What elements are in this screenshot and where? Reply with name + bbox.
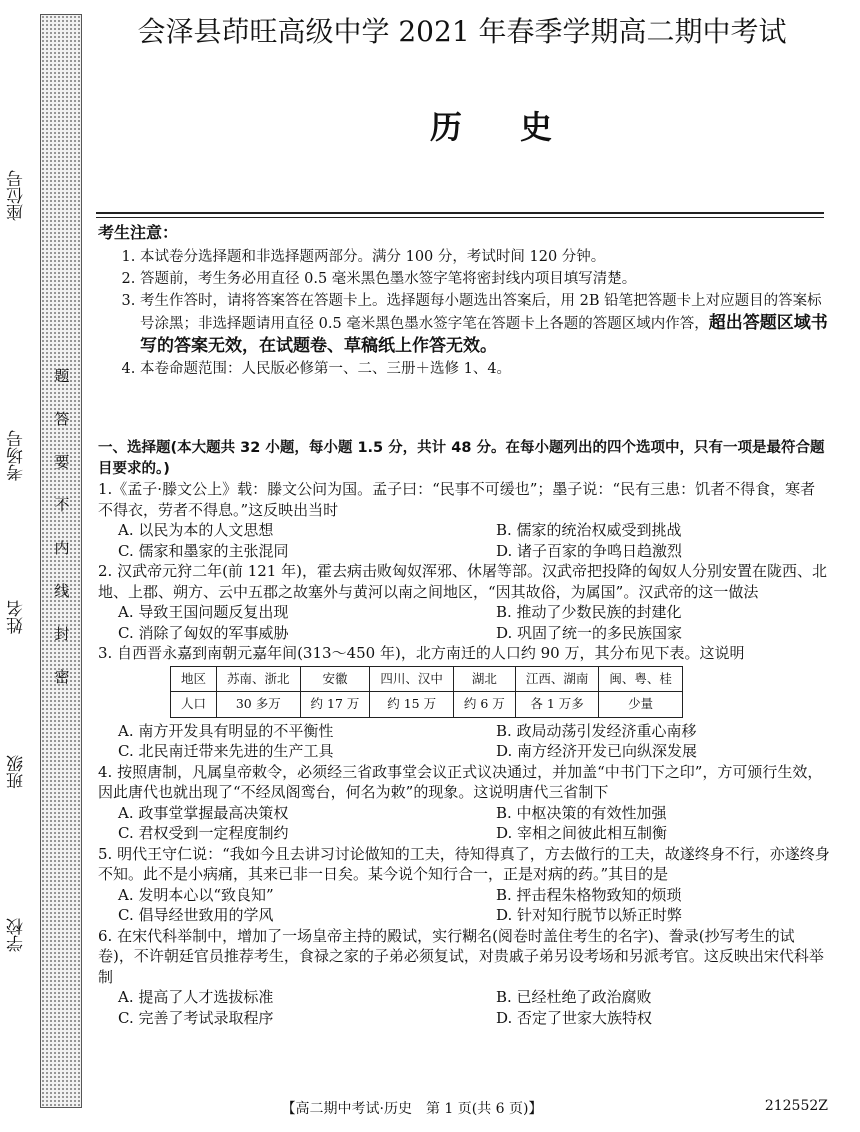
- seat-number-label: 座位号: [7, 170, 27, 221]
- question-stem: 5. 明代王守仁说：“我如今且去讲习讨论做知的工夫，待知得真了，方去做行的工夫，故遂终身不行，亦遂终身不知。此不是小病痛，其来已非一日矣。某今说个知行合一，正是对病的药。”其目的是: [98, 844, 830, 883]
- question-1: [98, 479, 830, 561]
- table-cell: 约 6 万: [453, 692, 515, 718]
- section-heading: 一、选择题(本大题共 32 小题，每小题 1.5 分，共计 48 分。在每小题列出的四个选项中，只有一项是最符合题目要求的。): [98, 440, 825, 477]
- option-a[interactable]: A. 提高了人才选拔标准: [118, 988, 274, 1006]
- question-2: [98, 561, 830, 643]
- option-b[interactable]: B. 中枢决策的有效性加强: [496, 803, 667, 822]
- table-cell: 苏南、浙北: [217, 666, 301, 692]
- question-options: [98, 520, 830, 561]
- table-cell: 人口: [171, 692, 217, 718]
- seal-char: 封: [54, 625, 70, 643]
- school-field[interactable]: [4, 918, 29, 952]
- question-3: [98, 643, 830, 762]
- notice-heading: 考生注意：: [98, 223, 179, 242]
- exam-title: 会泽县茚旺高级中学 2021 年春季学期高二期中考试: [137, 15, 787, 48]
- option-b[interactable]: B. 儒家的统治权威受到挑战: [496, 521, 682, 539]
- option-a[interactable]: A. 发明本心以“致良知”: [118, 885, 274, 904]
- option-b[interactable]: B. 政局动荡引发经济重心南移: [496, 721, 697, 740]
- name-label: 姓名: [7, 600, 27, 634]
- table-cell: 湖北: [453, 666, 515, 692]
- notice-item: 1. 本试卷分选择题和非选择题两部分。满分 100 分，考试时间 120 分钟。: [140, 246, 828, 268]
- question-4: [98, 762, 830, 844]
- table-cell: 各 1 万多: [515, 692, 599, 718]
- question-stem: 4. 按照唐制，凡属皇帝敕令，必须经三省政事堂会议正式议决通过，并加盖“中书门下之印”，方可颁行生效，因此唐代也就出现了“不经凤阁鸾台，何名为敕”的现象。这说明唐代三省制下: [98, 762, 823, 801]
- seal-char: 内: [54, 539, 70, 557]
- candidate-notice: [98, 222, 828, 380]
- page-footer: 【高二期中考试·历史 第 1 页(共 6 页)】: [281, 1101, 543, 1117]
- option-a[interactable]: A. 以民为本的人文思想: [118, 521, 274, 539]
- table-cell: 安徽: [300, 666, 370, 692]
- question-stem: 2. 汉武帝元狩二年(前 121 年)，霍去病击败匈奴浑邪、休屠等部。汉武帝把投降的匈奴人分别安置在陇西、北地、上郡、朔方、云中五郡之故塞外与黄河以南之间地区，“因其故俗，为属国”。汉武帝的这一做法: [98, 562, 827, 601]
- question-area: [98, 438, 830, 1028]
- name-field[interactable]: [4, 600, 29, 634]
- option-a[interactable]: A. 政事堂掌握最高决策权: [118, 803, 289, 822]
- option-d[interactable]: D. 南方经济开发已向纵深发展: [496, 742, 698, 760]
- table-cell: 少量: [599, 692, 683, 718]
- question-options: [98, 803, 830, 844]
- seal-char: 不: [54, 496, 70, 514]
- class-field[interactable]: [4, 755, 29, 789]
- question-5: [98, 844, 830, 926]
- table-cell: 闽、粤、桂: [599, 666, 683, 692]
- option-d[interactable]: D. 宰相之间彼此相互制衡: [496, 824, 668, 842]
- exam-room-label: 考场号: [7, 430, 27, 481]
- option-c[interactable]: C. 完善了考试录取程序: [118, 1008, 274, 1027]
- notice-item-text: 考生作答时，请将答案答在答题卡上。选择题每小题选出答案后，用 2B 铅笔把答题卡上对应题目的答案标号涂黑；非选择题请用直径 0.5 毫米黑色墨水签字笔在答题卡上各题的答题区域内作答，: [140, 293, 822, 332]
- notice-item: 4. 本卷命题范围：人民版必修第一、二、三册＋选修 1、4。: [140, 358, 828, 380]
- option-d[interactable]: D. 巩固了统一的多民族国家: [496, 623, 683, 642]
- notice-item: [140, 290, 828, 358]
- table-cell: 约 15 万: [370, 692, 454, 718]
- subject-title: 历史: [429, 108, 610, 146]
- table-cell: 江西、湖南: [515, 666, 599, 692]
- seal-line-note: [50, 365, 74, 687]
- paper-code: 212552Z: [764, 1098, 828, 1114]
- question-options: [98, 987, 830, 1028]
- question-stem: 6. 在宋代科举制中，增加了一场皇帝主持的殿试，实行糊名(阅卷时盖住考生的名字)、誊录(抄写考生的试卷)，不许朝廷官员推荐考生，食禄之家的子弟必须复试，对贵戚子弟另设考场和另派考官。这反映出宋代科举制: [98, 926, 824, 986]
- option-d[interactable]: D. 否定了世家大族特权: [496, 1008, 653, 1027]
- table-cell: 地区: [171, 666, 217, 692]
- seal-char: 密: [54, 668, 70, 686]
- migration-table: [170, 666, 683, 718]
- notice-emphasis: 超出答题区域书写的答案无效，在试题卷、草稿纸上作答无效。: [140, 313, 828, 356]
- school-label: 学校: [7, 918, 27, 952]
- question-options: [98, 602, 830, 643]
- option-a[interactable]: A. 南方开发具有明显的不平衡性: [118, 721, 334, 740]
- class-label: 班级: [7, 755, 27, 789]
- option-b[interactable]: B. 推动了少数民族的封建化: [496, 603, 682, 621]
- seal-char: 答: [54, 410, 70, 428]
- question-6: [98, 926, 830, 1029]
- header-divider: [96, 212, 824, 214]
- table-cell: 30 多万: [217, 692, 301, 718]
- option-d[interactable]: D. 针对知行脱节以矫正时弊: [496, 906, 683, 924]
- option-b[interactable]: B. 抨击程朱格物致知的烦琐: [496, 885, 682, 904]
- table-cell: 四川、汉中: [370, 666, 454, 692]
- option-b[interactable]: B. 已经杜绝了政治腐败: [496, 988, 652, 1006]
- seal-char: 题: [54, 367, 70, 385]
- option-c[interactable]: C. 倡导经世致用的学风: [118, 906, 274, 924]
- table-cell: 约 17 万: [300, 692, 370, 718]
- option-c[interactable]: C. 儒家和墨家的主张混同: [118, 541, 289, 560]
- header-divider-thin: [96, 217, 824, 218]
- question-options: [98, 721, 830, 762]
- option-c[interactable]: C. 君权受到一定程度制约: [118, 824, 289, 842]
- seat-number-field[interactable]: [4, 170, 29, 221]
- option-c[interactable]: C. 北民南迁带来先进的生产工具: [118, 742, 334, 760]
- question-stem: 3. 自西晋永嘉到南朝元嘉年间(313～450 年)，北方南迁的人口约 90 万，其分布见下表。这说明: [98, 644, 745, 662]
- notice-item: 2. 答题前，考生务必用直径 0.5 毫米黑色墨水签字笔将密封线内项目填写清楚。: [140, 268, 828, 290]
- seal-char: 线: [54, 582, 70, 600]
- exam-room-field[interactable]: [4, 430, 29, 481]
- option-c[interactable]: C. 消除了匈奴的军事威胁: [118, 623, 289, 642]
- question-stem: 1.《孟子·滕文公上》载：滕文公问为国。孟子曰：“民事不可缓也”；墨子说：“民有三患：饥者不得食，寒者不得衣，劳者不得息。”这反映出当时: [98, 480, 816, 519]
- question-options: [98, 885, 830, 926]
- table-header-row: [171, 666, 683, 692]
- option-d[interactable]: D. 诸子百家的争鸣日趋激烈: [496, 541, 683, 560]
- seal-char: 要: [54, 453, 70, 471]
- option-a[interactable]: A. 导致王国问题反复出现: [118, 603, 289, 621]
- table-row: [171, 692, 683, 718]
